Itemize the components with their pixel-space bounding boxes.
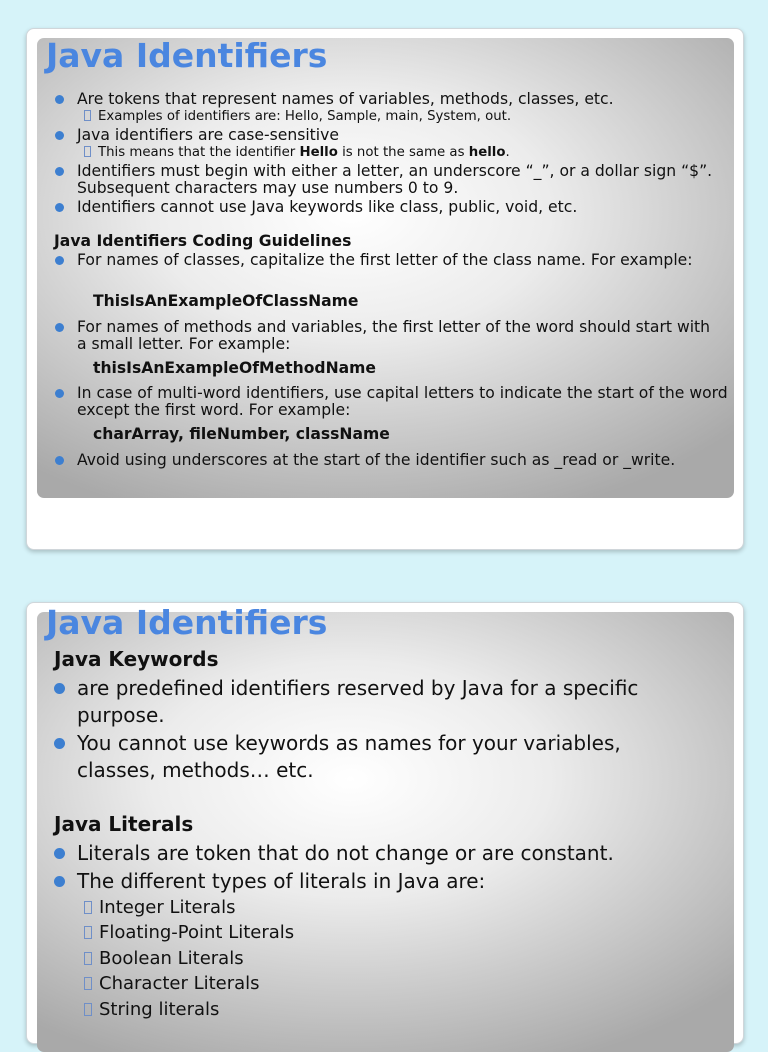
slide-title: Java Identifiers <box>46 36 328 75</box>
bullet-item: You cannot use keywords as names for your variables, classes, methods… etc. <box>77 730 687 783</box>
bullet-item: Avoid using underscores at the start of the identifier such as _read or _write. <box>77 452 707 469</box>
literal-type-item: Floating-Point Literals <box>84 923 724 943</box>
square-bullet-icon <box>84 926 92 939</box>
bullet-item: In case of multi-word identifiers, use capital letters to indicate the start of the word except the first word. For example: <box>77 384 728 419</box>
bullet-item: The different types of literals in Java are: <box>77 868 724 895</box>
sub-bullet-item: This means that the identifier Hello is not the same as hello. <box>84 145 724 160</box>
bullet-item: Literals are token that do not change or are constant. <box>77 840 724 867</box>
square-bullet-icon <box>84 901 92 914</box>
slide-1 <box>37 38 734 498</box>
bullet-item: are predefined identifiers reserved by Java for a specific purpose. <box>77 675 687 728</box>
bullet-item: Java identifiers are case-sensitive <box>77 127 724 144</box>
literal-type-item: Boolean Literals <box>84 949 724 969</box>
literal-type-item: Character Literals <box>84 974 724 994</box>
literals-heading: Java Literals <box>54 812 194 836</box>
keywords-heading: Java Keywords <box>54 647 219 671</box>
bullet-item: For names of classes, capitalize the first letter of the class name. For example: <box>77 252 717 269</box>
bullet-item: Identifiers cannot use Java keywords like class, public, void, etc. <box>77 199 724 216</box>
slide-card-1 <box>26 28 744 550</box>
literal-type-item: String literals <box>84 1000 724 1020</box>
square-bullet-icon <box>84 952 92 965</box>
class-name-example: ThisIsAnExampleOfClassName <box>93 292 359 310</box>
bullet-item: Identifiers must begin with either a letter, an underscore “_”, or a dollar sign “$”. Subsequent characters may use numbers 0 to 9. <box>77 163 717 196</box>
square-bullet-icon <box>84 110 91 121</box>
method-name-example: thisIsAnExampleOfMethodName <box>93 359 376 377</box>
literal-type-item: Integer Literals <box>84 898 724 918</box>
slide-card-2 <box>26 602 744 1044</box>
square-bullet-icon <box>84 1003 92 1016</box>
bullet-item: For names of methods and variables, the first letter of the word should start with a small letter. For example: <box>77 319 717 352</box>
square-bullet-icon <box>84 977 92 990</box>
multi-word-example: charArray, fileNumber, className <box>93 425 390 443</box>
slide-title: Java Identifiers <box>46 603 328 642</box>
square-bullet-icon <box>84 146 91 157</box>
guidelines-heading: Java Identifiers Coding Guidelines <box>54 232 352 250</box>
bullet-item: Are tokens that represent names of variables, methods, classes, etc. <box>77 91 724 108</box>
slide-2 <box>37 603 734 1052</box>
sub-bullet-item: Examples of identifiers are: Hello, Sample, main, System, out. <box>84 109 724 124</box>
